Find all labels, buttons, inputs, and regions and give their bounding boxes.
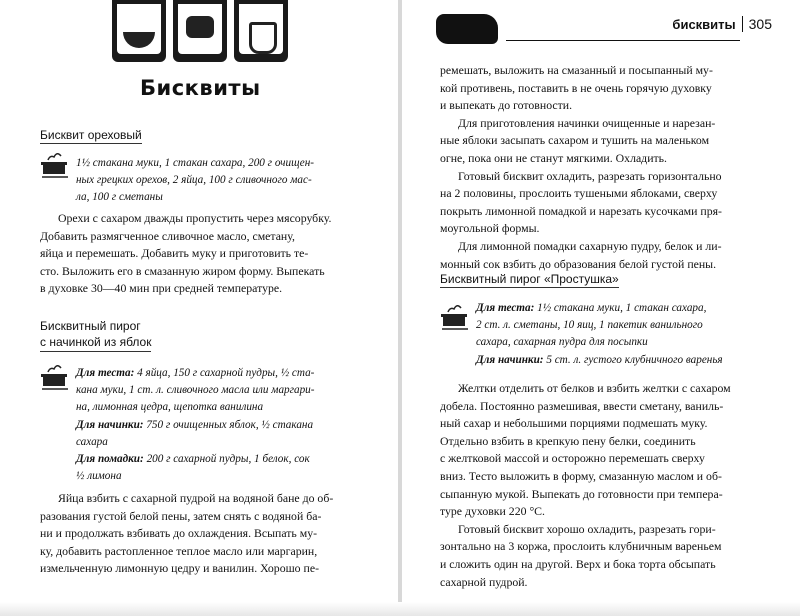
ingredients-nut-sponge: 1½ стакана муки, 1 стакан сахара, 200 г очищен- ных грецких орехов, 2 яйца, 100 г сливочного мас- ла, 100 г сметаны xyxy=(76,157,315,204)
recipe-title-prostushka: Бисквитный пирог «Простушка» xyxy=(440,272,619,286)
cup-illustration xyxy=(234,0,288,62)
method-apple-pie: Яйца взбить с сахарной пудрой на водяной бане до об- разования густой белой пены, затем снять с водяной ба- ни и продолжать взбивать до охлаждения. Всыпать му- ку, добавить растопленное теплое масло или маргарин, измельченную лимонную цедру и ванилин. Хорошо пе- xyxy=(40,491,334,576)
method-apple-pie-continued: ремешать, выложить на смазанный и посыпанный му- кой противень, поставить в не очень горячую духовку и выпекать до готовности. Для приготовления начинки очищенные и нарезан- ные яблоки засыпать сахаром и тушить на маленьком огне, пока они не станут мягкими. Охладить. Готовый бисквит охладить, разрезать горизонтально на 2 половины, прослоить тушеными яблоками, сверху покрыть лимонной помадкой и нарезать кусочками пря- моугольной формы. Для лимонной помадки сахарную пудру, белок и ли- монный сок взбить до образования белой густой пены. xyxy=(440,63,722,271)
page-number: 305 xyxy=(748,16,772,32)
page-bottom-shadow xyxy=(0,602,800,616)
method-nut-sponge: Орехи с сахаром дважды пропустить через мясорубку. Добавить размягченное сливочное масло, сметану, яйца и перемешать. Добавить муку и приготовить те- сто. Выложить его в смазанную жиром форму. Выпекать в духовке 30—40 мин при средней температуре. xyxy=(40,211,332,296)
recipe-title-apple-pie: Бисквитный пирог с начинкой из яблок xyxy=(40,318,151,352)
section-header-illustration xyxy=(436,14,498,44)
cake-illustration xyxy=(173,0,227,62)
pot-icon xyxy=(40,362,70,392)
bowl-illustration xyxy=(112,0,166,62)
running-header-section: бисквиты xyxy=(672,17,736,32)
header-rule xyxy=(506,40,740,41)
running-header xyxy=(672,16,772,32)
right-page xyxy=(402,0,800,616)
chapter-thumbnails xyxy=(112,0,288,62)
pot-icon xyxy=(40,150,70,180)
ingredients-prostushka: Для теста: 1½ стакана муки, 1 стакан сахара, 2 ст. л. сметаны, 10 яиц, 1 пакетик ванильного сахара, сахарная пудра для посыпки Для начинки: 5 ст. л. густого клубничного варенья xyxy=(476,302,723,366)
left-page xyxy=(0,0,398,616)
method-prostushka: Желтки отделить от белков и взбить желтки с сахаром добела. Постоянно размешивая, ввести сметану, ваниль- ный сахар и небольшими порциями подмешать муку. Отдельно взбить в крепкую пену белки, соединить с желтковой массой и осторожно перемешать сверху вниз. Тесто выложить в форму, смазанную маслом и об- сыпанную мукой. Выпекать до готовности при темпера- туре духовки 220 °C. Готовый бисквит хорошо охладить, разрезать гори- зонтально на 3 коржа, прослоить клубничным вареньем и сложить один на другой. Верх и бока торта обсыпать сахарной пудрой. xyxy=(440,381,731,589)
ingredients-apple-pie: Для теста: 4 яйца, 150 г сахарной пудры, ½ ста- кана муки, 1 ст. л. сливочного масла или маргари- на, лимонная цедра, щепотка ванилина Для начинки: 750 г очищенных яблок, ½ стакана сахара Для помадки: 200 г сахарной пудры, 1 белок, сок ½ лимона xyxy=(76,367,315,483)
chapter-title: Бисквиты xyxy=(140,76,261,100)
recipe-title-nut-sponge: Бисквит ореховый xyxy=(40,128,142,142)
pot-icon xyxy=(440,302,470,332)
